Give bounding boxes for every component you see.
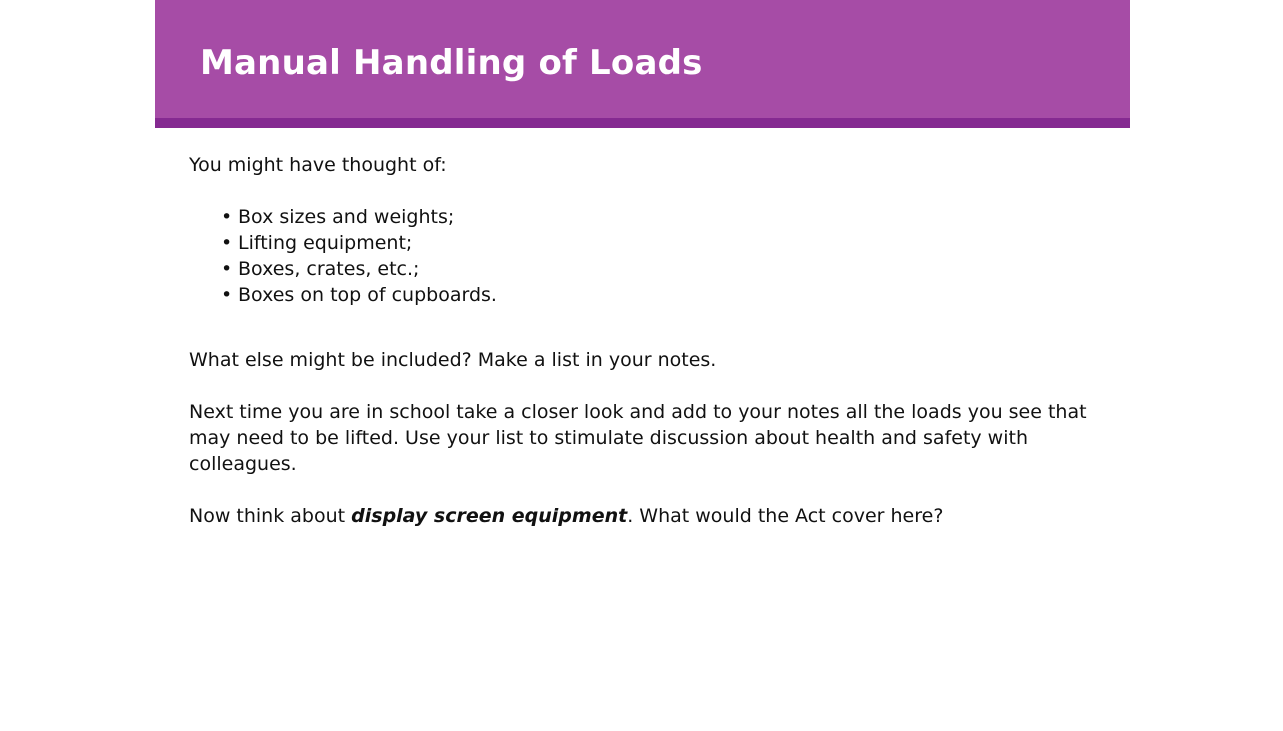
bullet-icon: •: [221, 206, 233, 228]
slide-title: Manual Handling of Loads: [200, 43, 703, 83]
title-banner: [155, 0, 1130, 118]
dse-text-after: . What would the Act cover here?: [627, 505, 944, 527]
bullet-item: [189, 256, 1099, 282]
dse-emphasis: display screen equipment: [351, 505, 628, 527]
bullet-item: [189, 230, 1099, 256]
bullet-icon: •: [221, 232, 233, 254]
bullet-text: Lifting equipment;: [238, 232, 413, 254]
bullet-item: [189, 204, 1099, 230]
next-time-paragraph: Next time you are in school take a closer look and add to your notes all the loads you see that may need to be lifted. Use your list to stimulate discussion about health and safety with colleagues.: [189, 401, 1087, 475]
dse-paragraph: [189, 503, 1099, 529]
bullet-icon: •: [221, 258, 233, 280]
title-underline-bar: [155, 118, 1130, 128]
bullet-text: Boxes, crates, etc.;: [238, 258, 420, 280]
slide-body: [189, 152, 1099, 529]
bullet-list: [189, 204, 1099, 308]
bullet-text: Boxes on top of cupboards.: [238, 284, 497, 306]
slide: [155, 0, 1130, 731]
bullet-item: [189, 282, 1099, 308]
bullet-text: Box sizes and weights;: [238, 206, 455, 228]
intro-text: You might have thought of:: [189, 154, 447, 176]
dse-text-before: Now think about: [189, 505, 352, 527]
question-paragraph: What else might be included? Make a list in your notes.: [189, 349, 717, 371]
bullet-icon: •: [221, 284, 233, 306]
